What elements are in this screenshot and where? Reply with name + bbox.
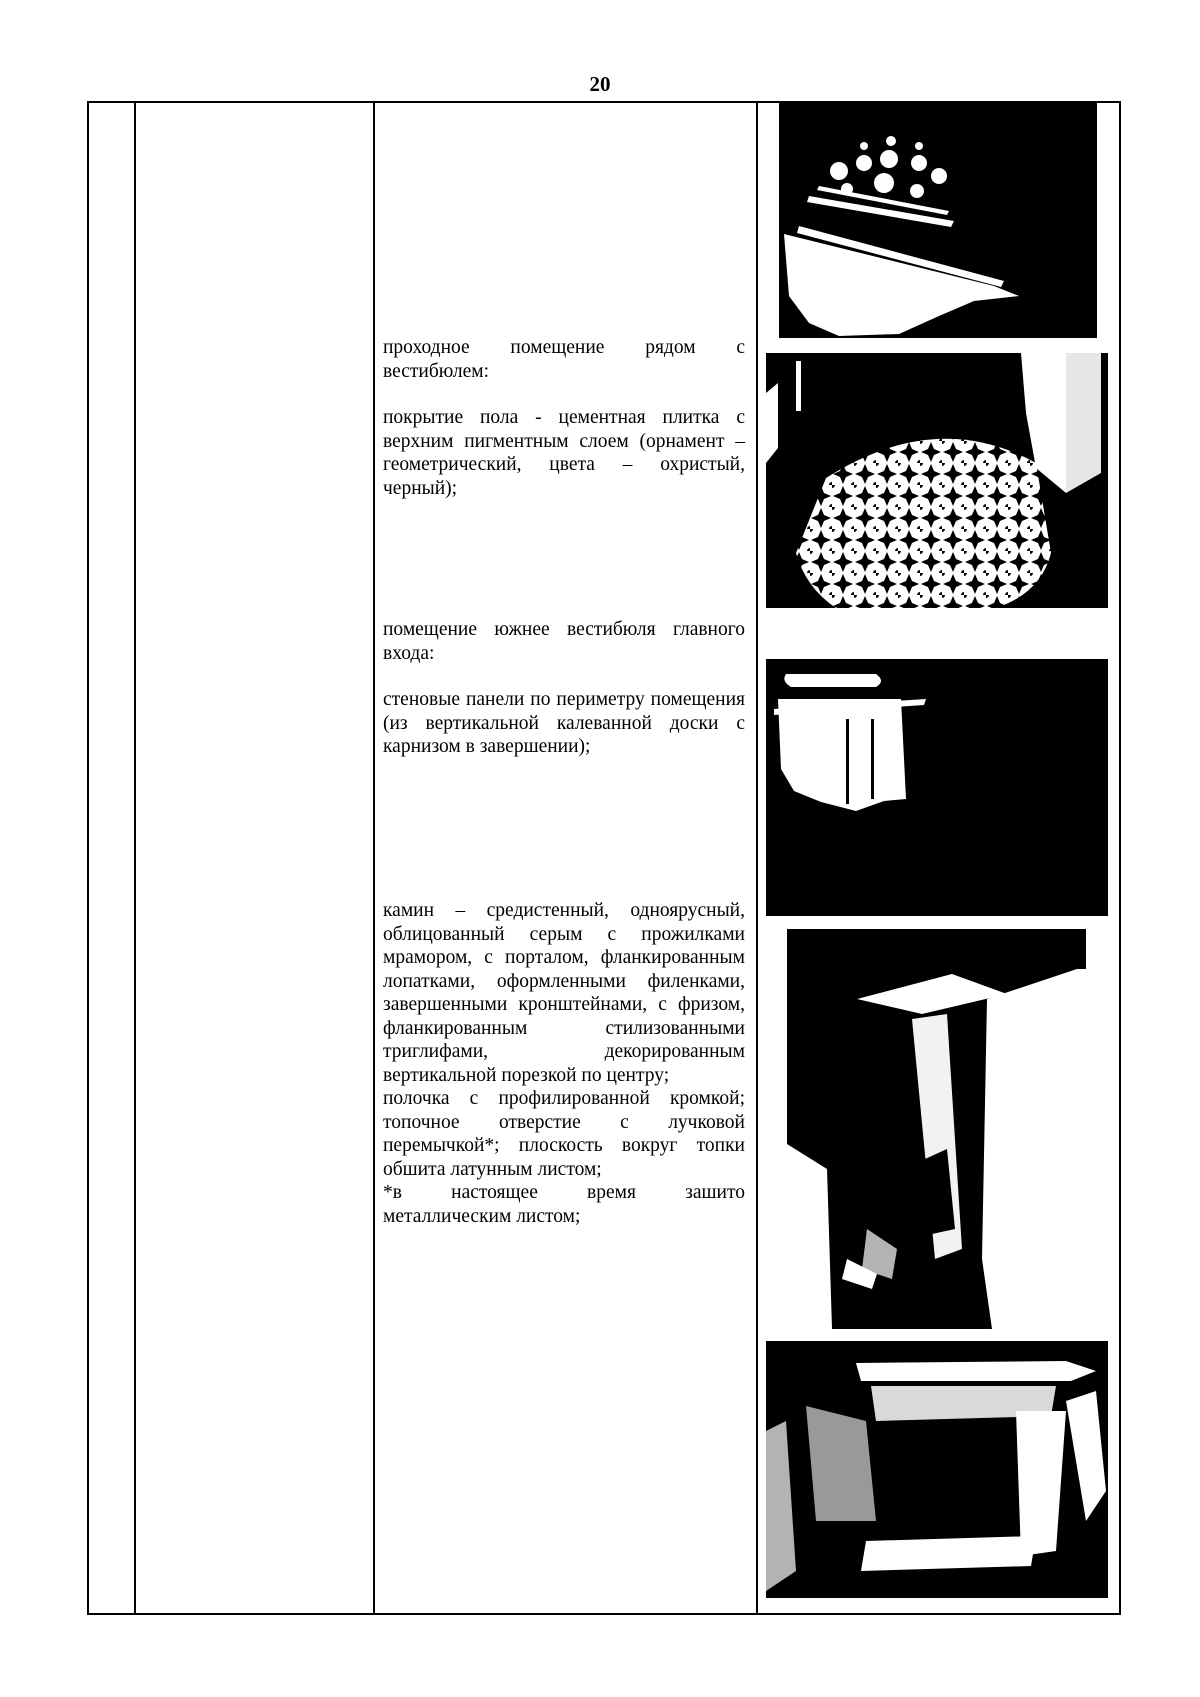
section-description: стеновые панели по периметру помещения (из вертикальной калеванной доски с карнизом в завершении); [383,689,745,757]
section-south-room [383,618,745,759]
section-heading: проходное помещение рядом с вестибюлем: [383,337,745,382]
section-heading: помещение южнее вестибюля главного входа: [383,619,745,664]
fireplace-photo-icon [787,929,1086,1329]
wall-panels-photo-icon [766,659,1108,916]
ceiling-cornice-photo-icon [779,101,1097,338]
column-divider-2 [373,103,375,1613]
section-fireplace [383,899,745,1228]
page-number: 20 [589,72,611,96]
tile-floor-photo-icon [766,353,1108,608]
column-divider-1 [134,103,136,1613]
section-description: камин – средистенный, одноярусный, облицованный серым с прожилками мрамором, с порталом, фланкированным лопатками, оформленными филенками, завершенными кронштейнами, с фризом, фланкированным стилизованными триглифами, декорированным вертикальной порезкой по центру; [383,900,745,1086]
column-divider-3 [756,103,758,1613]
section-passage-room [383,336,745,500]
section-description: покрытие пола - цементная плитка с верхним пигментным слоем (орнамент – геометрический, цвета – охристый, черный); [383,407,745,499]
section-note: *в настоящее время зашито металлическим листом; [383,1182,745,1227]
fireplace-detail-photo-icon [766,1341,1108,1598]
section-description: полочка с профилированной кромкой; топочное отверстие с лучковой перемычкой*; плоскость вокруг топки обшита латунным листом; [383,1088,745,1180]
